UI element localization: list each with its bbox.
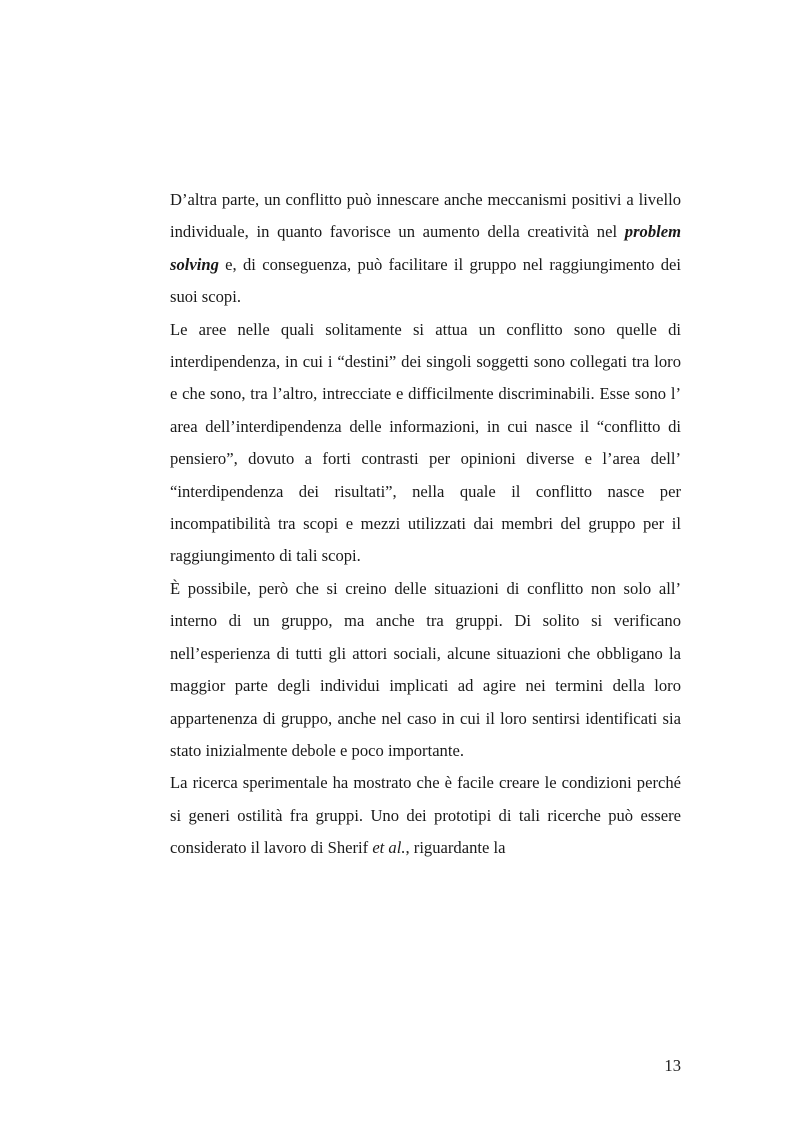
paragraph-text: , riguardante la [405,838,506,858]
paragraph-intergroup-conflict [170,573,681,767]
paragraph-text: D’altra parte, un conflitto può innescare anche meccanismi positivi a livello individuale, in quanto favorisce un aumento della creatività nel [170,190,681,242]
paragraph-text: È possibile, però che si creino delle situazioni di conflitto non solo all’ interno di un gruppo, ma anche tra gruppi. Di solito si verificano nell’esperienza di tutti gli attori sociali, alcune situazioni che obbligano la maggior parte degli individui implicati ad agire nei termini della loro appartenenza di gruppo, anche nel caso in cui il loro sentirsi identificati sia stato inizialmente debole e poco importante. [170,578,681,760]
emphasis-et-al: et al. [372,838,406,858]
paragraph-positive-effects [170,184,681,314]
page-number: 13 [664,1056,681,1075]
paragraph-interdependence-areas [170,314,681,573]
page-body [170,184,681,865]
paragraph-experimental-research [170,767,681,864]
paragraph-text: Le aree nelle quali solitamente si attua un conflitto sono quelle di interdipendenza, in cui i “destini” dei singoli soggetti sono collegati tra loro e che sono, tra l’altro, intrecciate e difficilmente discriminabili. Esse sono l’ area dell’interdipendenza delle informazioni, in cui nasce il “conflitto di pensiero”, dovuto a forti contrasti per opinioni diverse e l’area dell’ “interdipendenza dei risultati”, nella quale il conflitto nasce per incompatibilità tra scopi e mezzi utilizzati dai membri del gruppo per il raggiungimento di tali scopi. [170,319,681,566]
paragraph-text: La ricerca sperimentale ha mostrato che è facile creare le condizioni perché si generi ostilità fra gruppi. Uno dei prototipi di tali ricerche può essere considerato il lavoro di Sherif [170,773,681,858]
paragraph-text: e, di conseguenza, può facilitare il gruppo nel raggiungimento dei suoi scopi. [170,254,681,307]
emphasis-problem-solving: problem solving [170,222,681,274]
